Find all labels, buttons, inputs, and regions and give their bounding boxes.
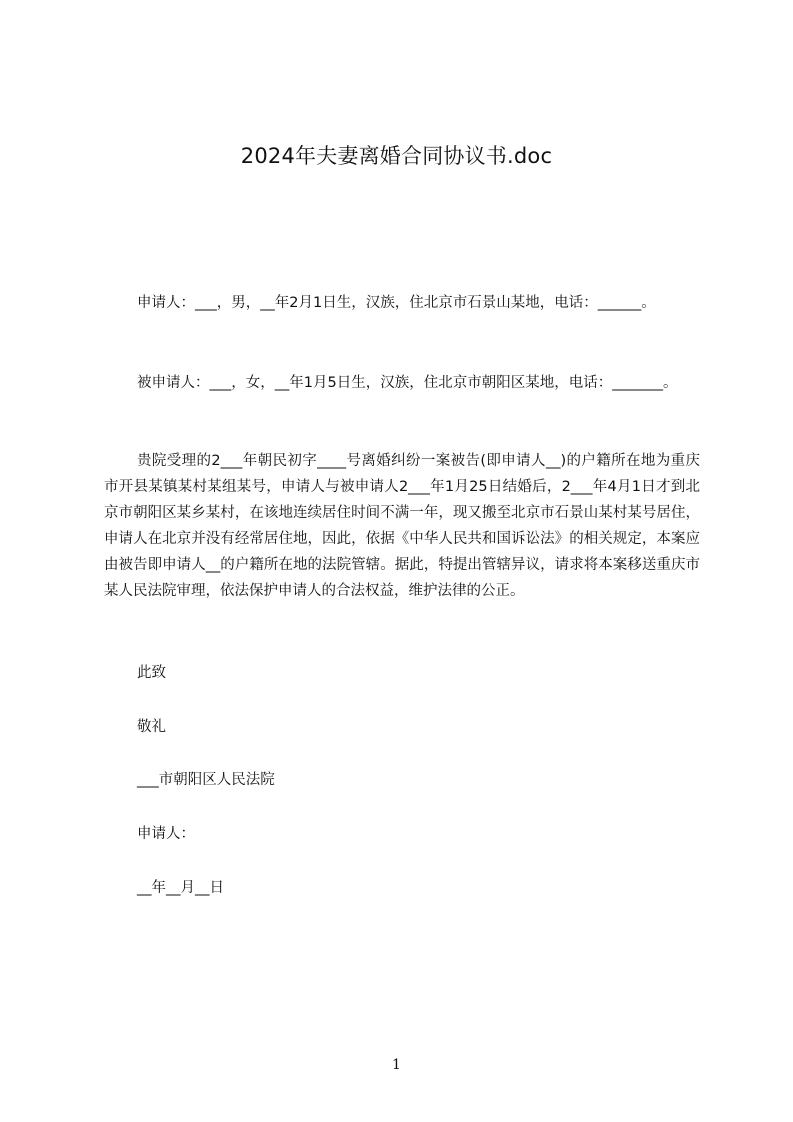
court-recipient: ___市朝阳区人民法院 — [137, 772, 275, 788]
closing-salutation: 此致 — [137, 665, 166, 681]
date-line: __年__月__日 — [137, 880, 224, 896]
applicant-paragraph: 申请人：___，男，__年2月1日生，汉族，住北京市石景山某地，电话：______。 — [137, 295, 656, 311]
document-title: 2024年夫妻离婚合同协议书.doc — [240, 144, 553, 168]
respondent-paragraph: 被申请人：___，女，__年1月5日生，汉族，住北京市朝阳区某地，电话：_______。 — [137, 375, 678, 391]
applicant-signature-line: 申请人： — [137, 826, 195, 842]
jurisdiction-objection-paragraph: 贵院受理的2___年朝民初字____号离婚纠纷一案被告(即申请人__)的户籍所在地为重庆市开县某镇某村某组某号，申请人与被申请人2___年1月25日结婚后，2___年4月1日才到北京市朝阳区某乡某村，在该地连续居住时间不满一年，现又搬至北京市石景山某村某号居住，申请人在北京并没有经常居住地，因此，依据《中华人民共和国诉讼法》的相关规定，本案应由被告即申请人__的户籍所在地的法院管辖。据此，特提出管辖异议，请求将本案移送重庆市某人民法院审理，依法保护申请人的合法权益，维护法律的公正。 — [104, 453, 700, 599]
closing-regards: 敬礼 — [137, 719, 166, 735]
page-number: 1 — [392, 1057, 401, 1073]
